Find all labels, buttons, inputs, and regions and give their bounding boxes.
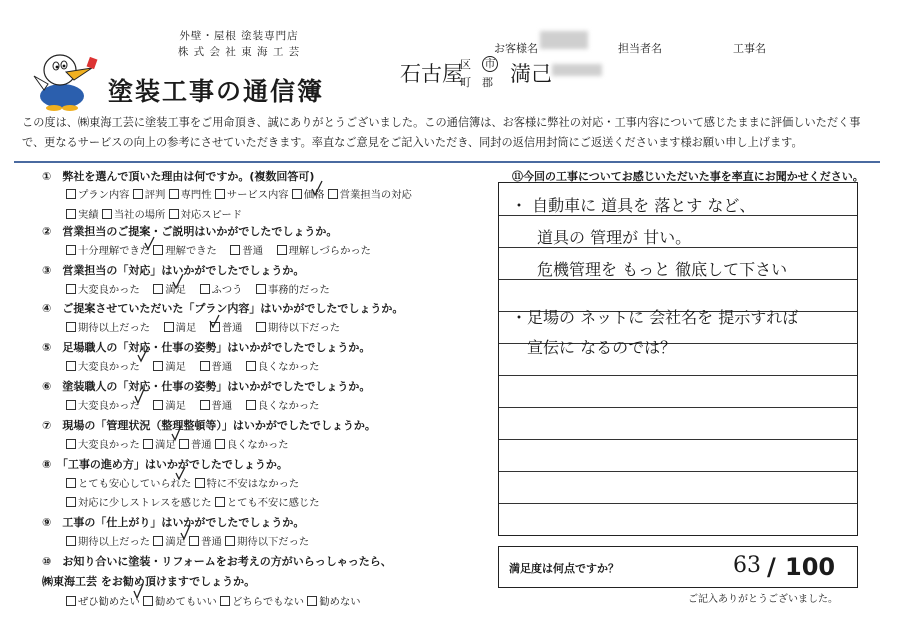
comment-line-3: 危機管理を もっと 徹底して下さい: [537, 260, 788, 279]
city-label: 市: [482, 56, 498, 72]
checkbox-checked[interactable]: [200, 284, 210, 294]
checkbox[interactable]: [256, 322, 266, 332]
checkbox[interactable]: [66, 361, 76, 371]
checkbox[interactable]: [66, 400, 76, 410]
q3-options: 大変良かった 満足 ふつう 事務的だった: [66, 281, 330, 296]
company-name: 株 式 会 社 東 海 工 芸: [177, 46, 301, 58]
question-8: ⑧ 「工事の進め方」はいかがでしたでしょうか。: [42, 458, 288, 471]
checkbox[interactable]: [225, 536, 235, 546]
checkbox[interactable]: [169, 189, 179, 199]
question-9: ⑨ 工事の「仕上がり」はいかがでしたでしょうか。: [42, 516, 305, 529]
q1-options-row1: プラン内容 評判 専門性 サービス内容 価格 営業担当の対応: [66, 186, 412, 201]
checkbox[interactable]: [66, 189, 76, 199]
checkbox-checked[interactable]: [189, 536, 199, 546]
checkbox[interactable]: [292, 189, 302, 199]
intro-text: この度は、㈱東海工芸に塗装工事をご用命頂き、誠にありがとうございました。この通信簿は、お客様に弊社の対応・工事内容について感じたままに評価しいただく事で、更なるサービスの向上の参考にさせていただきます。率直なご意見をご記入いただき、同封の返信用封筒にご返送くださいます様お願い申し上げます。: [22, 116, 861, 149]
company-tagline: 外壁・屋根 塗装専門店: [179, 30, 299, 42]
checkbox[interactable]: [220, 596, 230, 606]
checkbox[interactable]: [230, 245, 240, 255]
checkbox-checked[interactable]: [153, 245, 163, 255]
score-label: 満足度は何点ですか？: [509, 562, 619, 575]
checkbox[interactable]: [66, 209, 76, 219]
question-7: ⑦ 現場の「管理状況（整理整頓等）」はいかがでしたでしょうか。: [42, 419, 376, 432]
checkbox[interactable]: [307, 596, 317, 606]
score-max: 100: [785, 553, 836, 581]
question-6: ⑥ 塗装職人の「対応・仕事の姿勢」はいかがでしたでしょうか。: [42, 380, 371, 393]
q5-options: 大変良かった 満足 普通 良くなかった: [66, 358, 319, 373]
score-value[interactable]: 63: [733, 553, 761, 578]
checkbox[interactable]: [66, 596, 76, 606]
comment-line-1: ・ 自動車に 道具を 落とす など、: [511, 196, 756, 215]
county-label: 郡: [482, 76, 493, 89]
checkbox-checked[interactable]: [153, 400, 163, 410]
checkbox[interactable]: [133, 189, 143, 199]
checkbox[interactable]: [153, 284, 163, 294]
question-3: ③ 営業担当の「対応」はいかがでしたでしょうか。: [42, 264, 305, 277]
checkbox-checked[interactable]: [153, 361, 163, 371]
q10-options: ぜひ勧めたい 勧めてもいい どちらでもない 勧めない: [66, 593, 361, 608]
checkbox[interactable]: [66, 284, 76, 294]
checkbox[interactable]: [200, 400, 210, 410]
checkbox[interactable]: [66, 322, 76, 332]
comment-line-4: ・足場の ネットに 会社名を 提示すれば: [511, 308, 799, 327]
comments-question: ⑪今回の工事についてお感じいただいた事を率直にお聞かせください。: [512, 170, 864, 183]
address-suffix-handwritten: 満己: [510, 62, 552, 86]
section-divider: [14, 161, 880, 163]
checkbox[interactable]: [215, 189, 225, 199]
q8-options-row1: とても安心していられた 特に不安はなかった: [66, 475, 299, 490]
page-title: 塗装工事の通信簿: [108, 77, 325, 106]
q1-options-row2: 実績 当社の場所 対応スピード: [66, 206, 242, 221]
q8-options-row2: 対応に少しストレスを感じた とても不安に感じた: [66, 494, 320, 509]
checkbox[interactable]: [169, 209, 179, 219]
q9-options: 期待以上だった 満足 普通 期待以下だった: [66, 533, 309, 548]
redacted-block: [552, 64, 602, 76]
staff-label: 担当者名: [618, 42, 662, 55]
checkbox[interactable]: [66, 536, 76, 546]
checkbox[interactable]: [66, 245, 76, 255]
duck-mascot-logo: [26, 40, 104, 112]
comment-line-2: 道具の 管理が 甘い。: [537, 228, 692, 247]
score-separator: /: [767, 553, 776, 581]
question-2: ② 営業担当のご提案・ご説明はいかがでしたでしょうか。: [42, 225, 338, 238]
checkbox[interactable]: [66, 478, 76, 488]
checkbox[interactable]: [246, 400, 256, 410]
checkbox-checked[interactable]: [210, 322, 220, 332]
checkbox[interactable]: [66, 439, 76, 449]
checkbox[interactable]: [200, 361, 210, 371]
checkbox[interactable]: [153, 536, 163, 546]
customer-label: お客様名: [494, 42, 538, 55]
checkbox[interactable]: [66, 497, 76, 507]
checkbox[interactable]: [143, 439, 153, 449]
question-10-line2: ㈱東海工芸 をお勧め頂けますでしょうか。: [42, 575, 256, 588]
comments-box[interactable]: [498, 182, 858, 536]
q6-options: 大変良かった 満足 普通 良くなかった: [66, 397, 319, 412]
checkbox-checked[interactable]: [195, 478, 205, 488]
customer-name-redacted: [540, 31, 588, 49]
q4-options: 期待以上だった 満足 普通 期待以下だった: [66, 319, 340, 334]
worker-label: 工事名: [733, 42, 766, 55]
question-4: ④ ご提案させていただいた「プラン内容」はいかがでしたでしょうか。: [42, 302, 404, 315]
question-5: ⑤ 足場職人の「対応・仕事の姿勢」はいかがでしたでしょうか。: [42, 341, 371, 354]
checkbox[interactable]: [277, 245, 287, 255]
checkbox[interactable]: [102, 209, 112, 219]
checkbox[interactable]: [256, 284, 266, 294]
q7-options: 大変良かった 満足 普通 良くなかった: [66, 436, 289, 451]
checkbox[interactable]: [215, 439, 225, 449]
checkbox[interactable]: [164, 322, 174, 332]
q2-options: 十分理解できた 理解できた 普通 理解しづらかった: [66, 242, 371, 257]
town-label: 町: [460, 76, 471, 89]
checkbox-checked[interactable]: [179, 439, 189, 449]
checkbox[interactable]: [246, 361, 256, 371]
checkbox-checked[interactable]: [143, 596, 153, 606]
thanks-text: ご記入ありがとうございました。: [688, 594, 838, 605]
checkbox[interactable]: [215, 497, 225, 507]
comment-line-5: 宣伝に なるのでは？: [527, 338, 677, 357]
ward-label: 区: [460, 58, 471, 71]
checkbox-checked[interactable]: [328, 189, 338, 199]
satisfaction-score-box: [498, 546, 858, 588]
question-1: ① 弊社を選んで頂いた理由は何ですか。(複数回答可): [42, 170, 315, 183]
address-handwritten: 石古屋: [400, 62, 463, 86]
question-10: ⑩ お知り合いに塗装・リフォームをお考えの方がいらっしゃったら、: [42, 555, 392, 568]
